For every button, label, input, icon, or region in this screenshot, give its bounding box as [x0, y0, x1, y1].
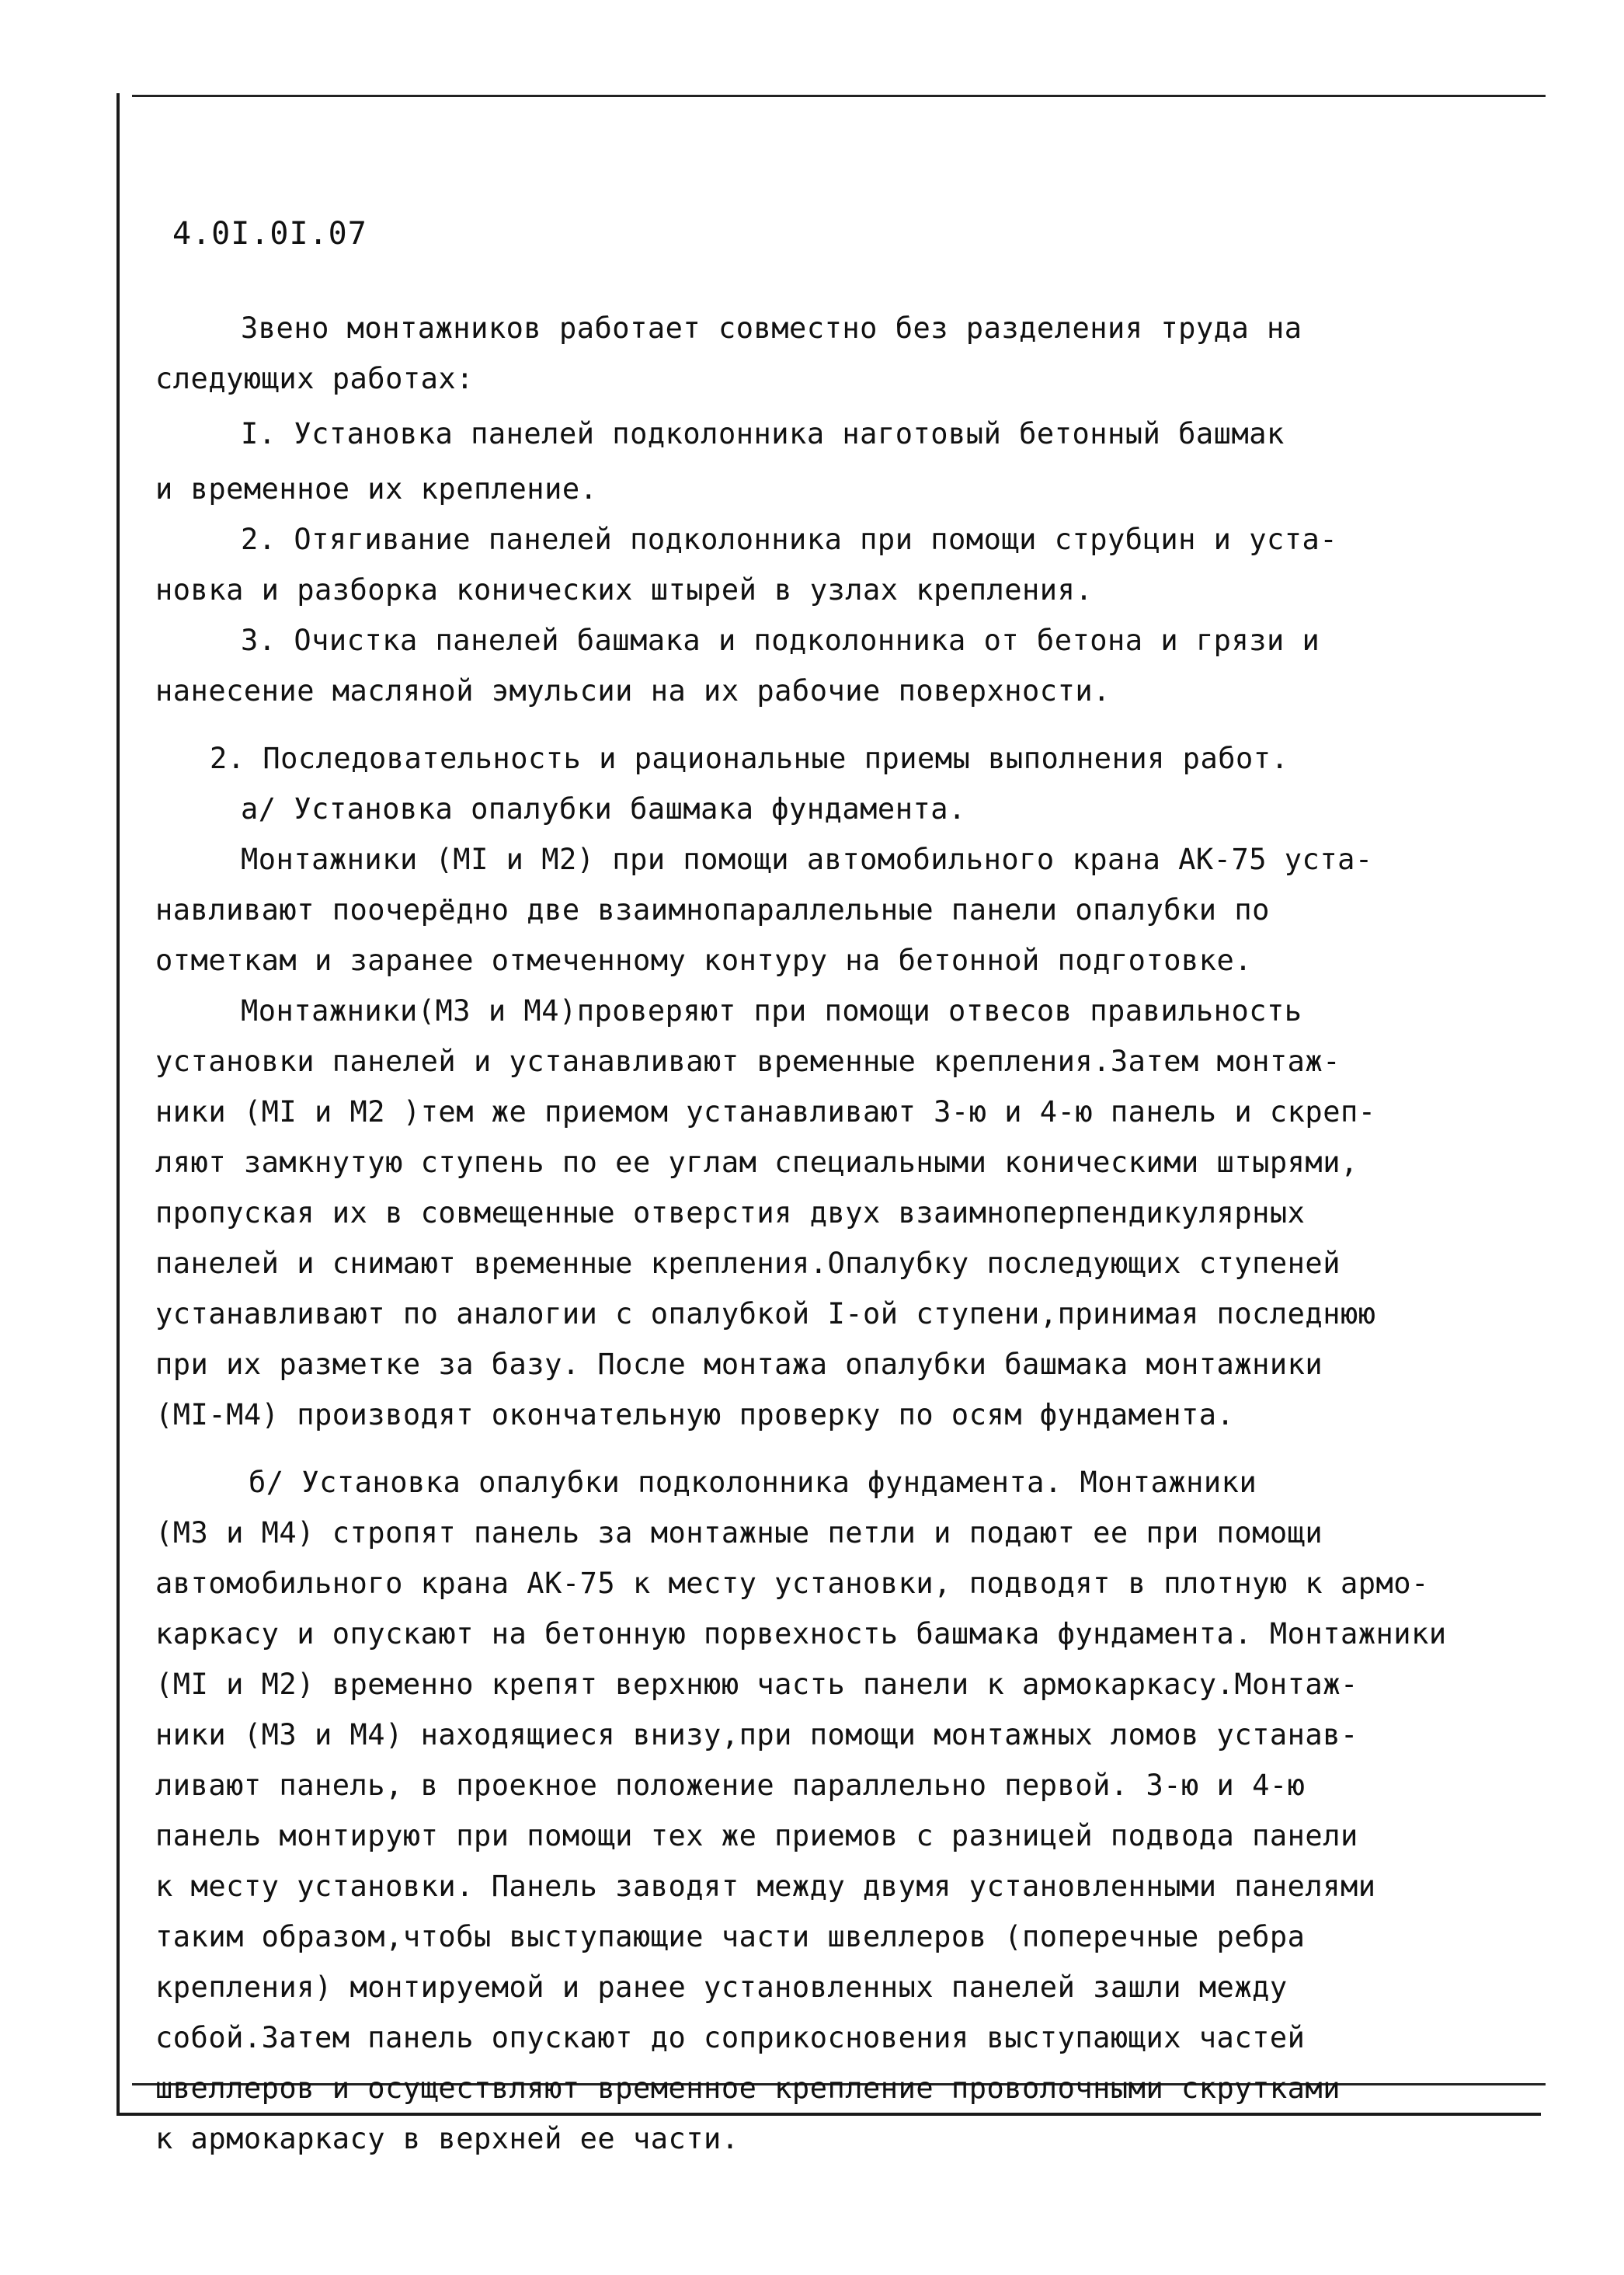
text-line: нанесение масляной эмульсии на их рабочие поверхности.	[155, 674, 1111, 708]
text-line: к месту установки. Панель заводят между двумя установленными панелями	[155, 1870, 1376, 1903]
text-line: швеллеров и осуществляют временное крепление проволочными скрутками	[155, 2072, 1341, 2105]
text-line: собой.Затем панель опускают до соприкосновения выступающих частей	[155, 2021, 1306, 2054]
text-line: таким образом,чтобы выступающие части швеллеров (поперечные ребра	[155, 1920, 1306, 1953]
text-line: установки панелей и устанавливают временные крепления.Затем монтаж-	[155, 1045, 1341, 1078]
text-line: ляют замкнутую ступень по ее углам специальными коническими штырями,	[155, 1146, 1358, 1179]
text-line: пропуская их в совмещенные отверстия двух взаимноперпендикулярных	[155, 1196, 1306, 1230]
subsection-heading: б/ Установка опалубки подколонника фундамента. Монтажники	[249, 1466, 1257, 1499]
text-line: отметкам и заранее отмеченному контуру на бетонной подготовке.	[155, 944, 1253, 977]
text-line: при их разметке за базу. После монтажа опалубки башмака монтажники	[155, 1348, 1323, 1381]
text-line: и временное их крепление.	[155, 472, 598, 506]
text-line: панелей и снимают временные крепления.Опалубку последующих ступеней	[155, 1247, 1341, 1280]
subsection-heading: а/ Установка опалубки башмака фундамента.	[241, 792, 966, 826]
list-item: I. Установка панелей подколонника наготовый бетонный башмак	[241, 417, 1285, 450]
document-body	[155, 303, 1522, 2164]
text-line: к армокаркасу в верхней ее части.	[155, 2122, 739, 2155]
text-line: навливают поочерёдно две взаимнопараллельные панели опалубки по	[155, 893, 1270, 927]
text-line: каркасу и опускают на бетонную порвехность башмака фундамента. Монтажники	[155, 1617, 1447, 1651]
text-line: крепления) монтируемой и ранее установленных панелей зашли между	[155, 1971, 1288, 2004]
text-line: новка и разборка конических штырей в узлах крепления.	[155, 573, 1094, 607]
text-line: (MI-M4) производят окончательную проверку по осям фундамента.	[155, 1398, 1235, 1431]
text-line: Монтажники(M3 и M4)проверяют при помощи отвесов правильность	[241, 994, 1302, 1028]
top-rule	[132, 95, 1546, 97]
text-line: ливают панель, в проекное положение параллельно первой. 3-ю и 4-ю	[155, 1769, 1306, 1802]
text-line: следующих работах:	[155, 362, 474, 395]
text-line: (M3 и M4) стропят панель за монтажные петли и подают ее при помощи	[155, 1516, 1323, 1550]
document-code: 4.0I.0I.07	[172, 216, 367, 252]
list-item: 2. Отягивание панелей подколонника при помощи струбцин и уста-	[241, 523, 1338, 556]
text-line: ники (MI и M2 )тем же приемом устанавливают 3-ю и 4-ю панель и скреп-	[155, 1095, 1376, 1129]
text-line: автомобильного крана AK-75 к месту установки, подводят в плотную к армо-	[155, 1567, 1429, 1600]
section-heading: 2. Последовательность и рациональные приемы выполнения работ.	[210, 742, 1289, 775]
text-line: Монтажники (MI и M2) при помощи автомобильного крана AK-75 уста-	[241, 843, 1373, 876]
text-line: устанавливают по аналогии с опалубкой I-ой ступени,принимая последнюю	[155, 1297, 1376, 1331]
text-line: ники (M3 и M4) находящиеся внизу,при помощи монтажных ломов устанав-	[155, 1718, 1358, 1751]
text-line: панель монтируют при помощи тех же приемов с разницей подвода панели	[155, 1819, 1358, 1852]
list-item: 3. Очистка панелей башмака и подколонника от бетона и грязи и	[241, 624, 1320, 657]
text-line: Звено монтажников работает совместно без разделения труда на	[241, 311, 1302, 345]
text-line: (MI и M2) временно крепят верхнюю часть панели к армокаркасу.Монтаж-	[155, 1668, 1358, 1701]
